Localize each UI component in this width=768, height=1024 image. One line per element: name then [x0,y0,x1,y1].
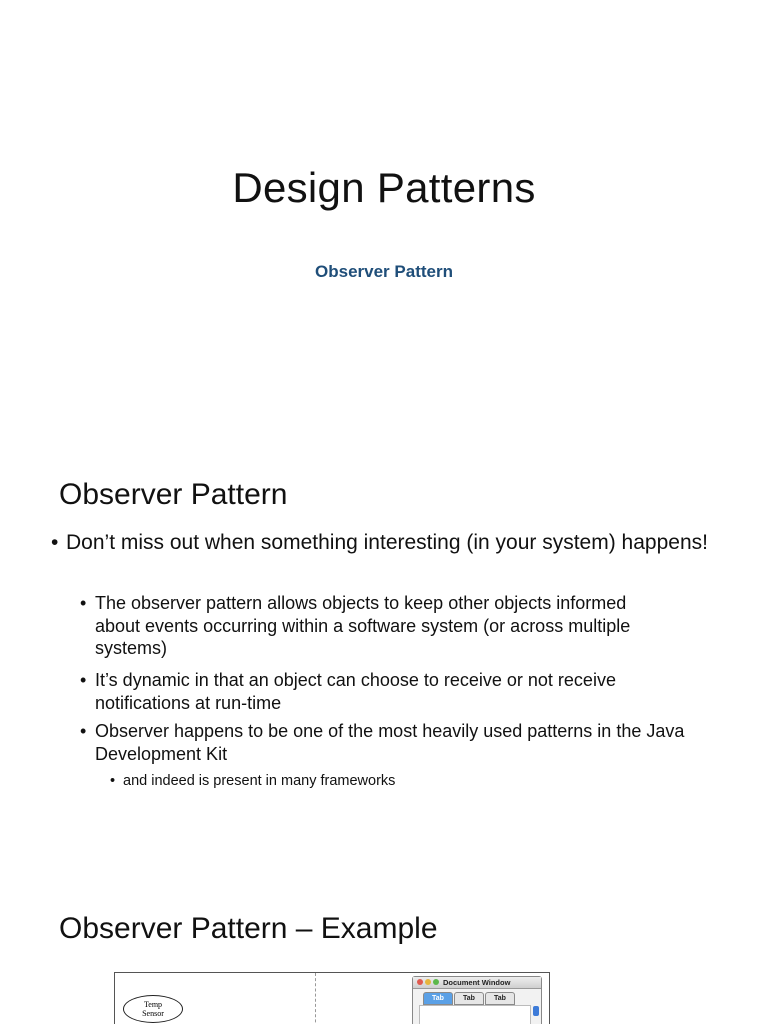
scroll-arrow-icon [533,1006,539,1016]
diagram-divider [315,973,316,1024]
close-dot-icon [417,979,423,985]
zoom-dot-icon [433,979,439,985]
bullet-dot-icon: • [80,670,87,690]
bullet-dot-icon: • [110,773,116,789]
bullet-text: The observer pattern allows objects to keep other objects informed about events occurring within a software system (or across multiple systems) [95,593,631,658]
tab-bar [413,992,541,1004]
tab-3: Tab [485,992,515,1005]
temp-sensor-node [123,995,183,1023]
bullet-level-3 [110,772,683,790]
bullet-dot-icon: • [51,531,59,554]
content-slide [0,432,768,864]
bullet-text: and indeed is present in many frameworks [123,773,396,789]
slide-heading: Observer Pattern – Example [59,912,438,945]
tab-2: Tab [454,992,484,1005]
slide-heading: Observer Pattern [59,478,288,511]
bullet-level-2 [80,720,705,765]
example-diagram [114,972,550,1024]
document-window [412,976,542,1024]
bullet-dot-icon: • [80,721,87,741]
window-titlebar [413,977,541,989]
sensor-label-line2: Sensor [142,1009,164,1018]
bullet-level-2 [80,669,705,714]
bullet-level-1 [51,530,716,556]
window-title: Document Window [443,978,511,987]
example-slide [0,864,768,1024]
bullet-text: It’s dynamic in that an object can choose to receive or not receive notifications at run-time [95,670,616,713]
bullet-text: Observer happens to be one of the most heavily used patterns in the Java Development Kit [95,721,685,764]
sensor-label-line1: Temp [143,1000,163,1009]
bullet-text: Don’t miss out when something interesting (in your system) happens! [66,531,708,554]
title-slide [0,0,768,432]
bullet-dot-icon: • [80,593,87,613]
tab-1: Tab [423,992,453,1005]
bullet-level-2 [80,592,675,660]
presentation-subtitle: Observer Pattern [315,262,453,281]
minimize-dot-icon [425,979,431,985]
presentation-title: Design Patterns [232,164,536,211]
document-body [419,1005,531,1024]
